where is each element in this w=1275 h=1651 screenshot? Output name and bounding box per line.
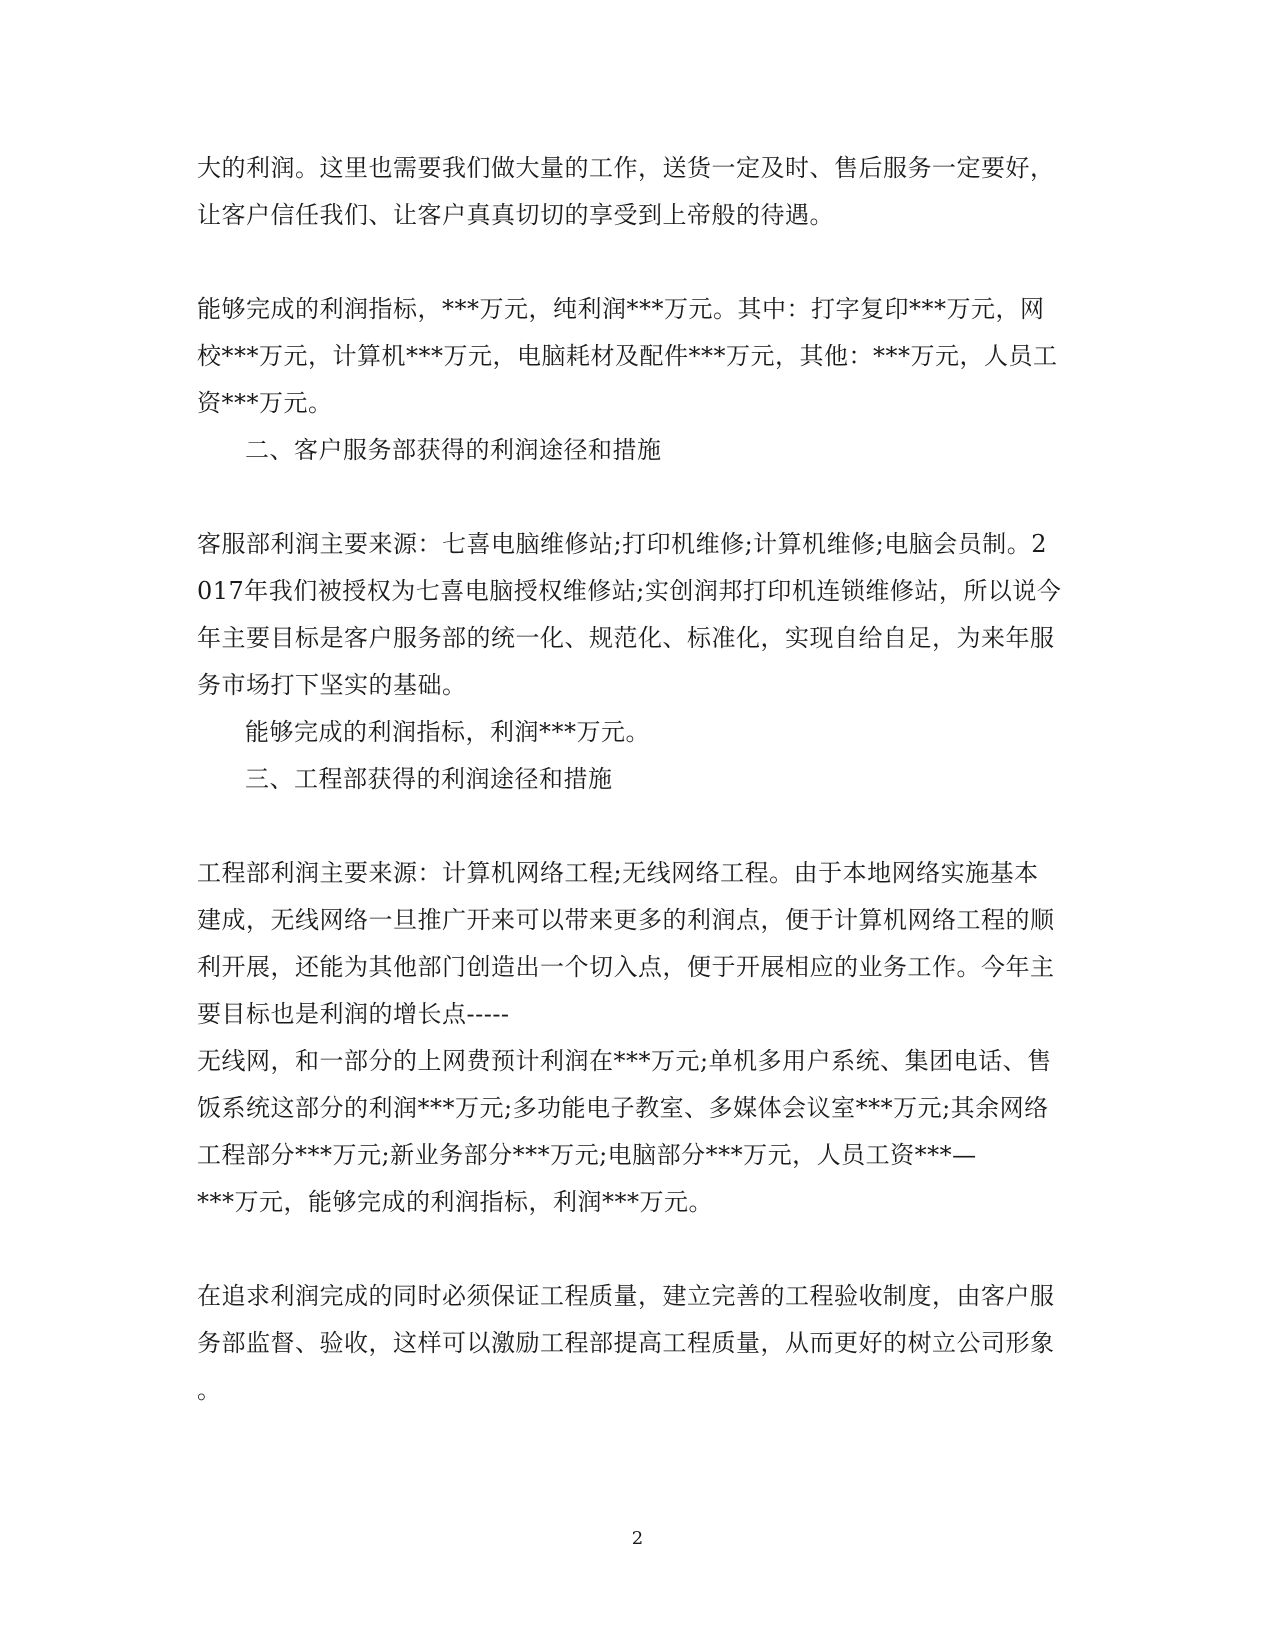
page-number: 2 bbox=[631, 1528, 644, 1549]
text-line: 017年我们被授权为七喜电脑授权维修站;实创润邦打印机连锁维修站，所以说今 bbox=[197, 577, 1062, 605]
text-line: 在追求利润完成的同时必须保证工程质量，建立完善的工程验收制度，由客户服 bbox=[197, 1282, 1055, 1310]
text-line: 工程部分***万元;新业务部分***万元;电脑部分***万元，人员工资***— bbox=[197, 1141, 977, 1169]
text-line: 务市场打下坚实的基础。 bbox=[197, 671, 467, 699]
text-line: 利开展，还能为其他部门创造出一个切入点，便于开展相应的业务工作。今年主 bbox=[197, 953, 1055, 981]
text-line: 大的利润。这里也需要我们做大量的工作，送货一定及时、售后服务一定要好， bbox=[197, 154, 1055, 182]
text-line: 能够完成的利润指标，利润***万元。 bbox=[245, 718, 650, 746]
text-line: 年主要目标是客户服务部的统一化、规范化、标准化，实现自给自足，为来年服 bbox=[197, 624, 1055, 652]
text-line: 工程部利润主要来源：计算机网络工程;无线网络工程。由于本地网络实施基本 bbox=[197, 859, 1039, 887]
text-line: 校***万元，计算机***万元，电脑耗材及配件***万元，其他：***万元，人员工 bbox=[197, 342, 1058, 370]
text-line: 建成，无线网络一旦推广开来可以带来更多的利润点，便于计算机网络工程的顺 bbox=[197, 906, 1055, 934]
text-line: 要目标也是利润的增长点----- bbox=[197, 1000, 510, 1028]
section-heading: 三、工程部获得的利润途径和措施 bbox=[245, 765, 613, 793]
text-line: 客服部利润主要来源：七喜电脑维修站;打印机维修;计算机维修;电脑会员制。2 bbox=[197, 530, 1048, 558]
text-line: 无线网，和一部分的上网费预计利润在***万元;单机多用户系统、集团电话、售 bbox=[197, 1047, 1052, 1075]
text-line: 饭系统这部分的利润***万元;多功能电子教室、多媒体会议室***万元;其余网络 bbox=[197, 1094, 1049, 1122]
text-line: 。 bbox=[197, 1376, 222, 1404]
text-line: 资***万元。 bbox=[197, 389, 333, 417]
text-line: 务部监督、验收，这样可以激励工程部提高工程质量，从而更好的树立公司形象 bbox=[197, 1329, 1055, 1357]
section-heading: 二、客户服务部获得的利润途径和措施 bbox=[245, 436, 662, 464]
text-line: ***万元，能够完成的利润指标，利润***万元。 bbox=[197, 1188, 713, 1216]
text-line: 能够完成的利润指标，***万元，纯利润***万元。其中：打字复印***万元，网 bbox=[197, 295, 1045, 323]
text-line: 让客户信任我们、让客户真真切切的享受到上帝般的待遇。 bbox=[197, 201, 834, 229]
